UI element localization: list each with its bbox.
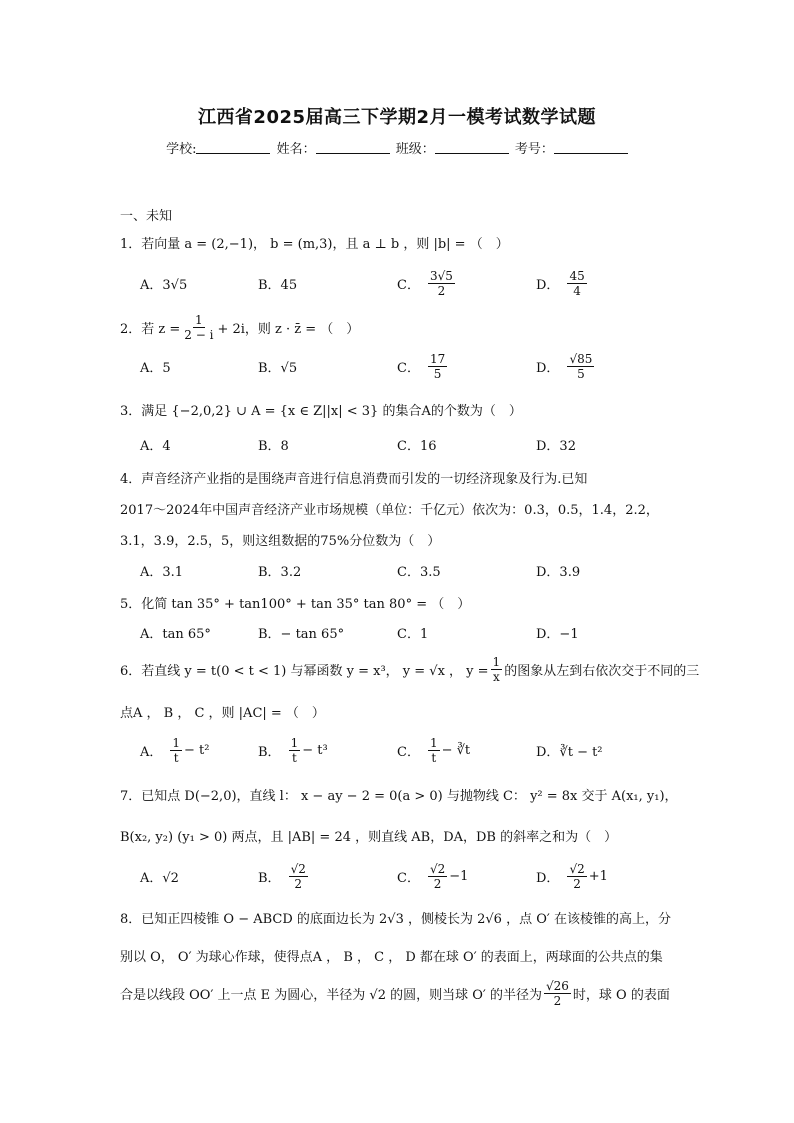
q3-option-d[interactable]: D．32 <box>536 438 576 454</box>
class-label: 班级： <box>395 142 435 157</box>
q7-option-c[interactable]: C． $\frac{√2}{2}$ −1 <box>397 861 469 891</box>
q7-option-a[interactable]: A．√2 <box>140 870 179 886</box>
q6-option-d[interactable]: D．∛t − t² <box>536 744 603 760</box>
page-title: 江西省2025届高三下学期2月一模考试数学试题 <box>197 107 597 128</box>
q4-option-c[interactable]: C．3.5 <box>397 564 441 580</box>
q6-option-a[interactable]: A． $\frac{1}{t}$ − t² <box>140 735 210 765</box>
q2-option-a[interactable]: A．5 <box>140 360 171 376</box>
q4-option-d[interactable]: D．3.9 <box>536 564 581 580</box>
question-4-line-3: 3.1，3.9，2.5，5，则这组数据的75%分位数为（ ） <box>120 534 441 549</box>
name-blank[interactable] <box>316 141 390 154</box>
question-5: 5．化简 tan 35° + tan100° + tan 35° tan 80° = （ ） <box>120 597 471 612</box>
name-label: 姓名： <box>276 142 316 157</box>
q1-option-d[interactable]: D． $\frac{45}{4}$ <box>536 268 585 298</box>
q5-option-d[interactable]: D．−1 <box>536 626 579 642</box>
q7-option-d[interactable]: D． $\frac{√2}{2}$ +1 <box>536 861 608 891</box>
q3-option-c[interactable]: C．16 <box>397 438 437 454</box>
question-3-options <box>140 426 700 462</box>
q4-option-a[interactable]: A．3.1 <box>140 564 184 580</box>
q4-option-b[interactable]: B．3.2 <box>258 564 302 580</box>
class-blank[interactable] <box>435 141 509 154</box>
student-info-row <box>0 138 794 157</box>
q1-option-a[interactable]: A．3√5 <box>140 277 188 293</box>
q5-option-a[interactable]: A．tan 65° <box>140 626 211 642</box>
q6-option-c[interactable]: C． $\frac{1}{t}$ − ∛t <box>397 735 471 765</box>
question-4-line-1: 4．声音经济产业指的是围绕声音进行信息消费而引发的一切经济现象及行为.已知 <box>120 472 588 487</box>
question-4-line-2: 2017～2024年中国声音经济产业市场规模（单位：千亿元）依次为：0.3，0.5，1.4，2.2， <box>120 503 659 518</box>
q5-option-c[interactable]: C．1 <box>397 626 429 642</box>
question-4-options <box>140 552 700 588</box>
q3-option-a[interactable]: A．4 <box>140 438 171 454</box>
q7-option-b[interactable]: B． $\frac{√2}{2}$ <box>258 861 306 891</box>
q1-option-c[interactable]: C． $\frac{3√5}{2}$ <box>397 268 453 298</box>
q1-option-b[interactable]: B．45 <box>258 277 298 293</box>
question-3: 3．满足 {−2,0,2} ∪ A = {x ∈ Z||x| < 3} 的集合A的个数为（ ） <box>120 404 522 419</box>
q5-option-b[interactable]: B．− tan 65° <box>258 626 345 642</box>
question-7-line-1: 7．已知点 D(−2,0)，直线 l： x − ay − 2 = 0(a > 0) 与抛物线 C： y² = 8x 交于 A(x₁, y₁)， <box>120 789 678 804</box>
q3-option-b[interactable]: B．8 <box>258 438 289 454</box>
question-2: 2．若 z = $\frac{1}{2 - i}$ + 2i，则 z · z̄ = （ ） <box>120 312 360 342</box>
q2-option-d[interactable]: D． $\frac{√85}{5}$ <box>536 351 593 381</box>
question-7-options <box>140 858 700 894</box>
question-6-line-1: 6．若直线 y = t(0 < t < 1) 与幂函数 y = x³， y = √x ， y = $\frac{1}{x}$ 的图象从左到右依次交于不同的三 <box>120 654 700 684</box>
school-label: 学校: <box>166 142 197 157</box>
question-7-line-2: B(x₂, y₂) (y₁ > 0) 两点，且 |AB| = 24 ，则直线 AB，DA，DB 的斜率之和为（ ） <box>120 830 618 845</box>
question-6-options <box>140 732 700 768</box>
question-8-line-2: 别以 O， O′ 为球心作球，使得点A ， B ， C ， D 都在球 O′ 的表面上，两球面的公共点的集 <box>120 950 663 965</box>
section-heading: 一、未知 <box>120 209 173 224</box>
question-6-line-2: 点A ， B ， C ，则 |AC| = （ ） <box>120 706 325 721</box>
q2-option-b[interactable]: B．√5 <box>258 360 298 376</box>
q2-option-c[interactable]: C． $\frac{17}{5}$ <box>397 351 446 381</box>
question-2-options <box>140 348 700 384</box>
school-blank[interactable] <box>196 141 270 154</box>
exam-no-label: 考号： <box>514 142 554 157</box>
question-8-line-1: 8．已知正四棱锥 O − ABCD 的底面边长为 2√3 ，侧棱长为 2√6 ，点 O′ 在该棱锥的高上，分 <box>120 912 671 927</box>
exam-no-blank[interactable] <box>554 141 628 154</box>
question-5-options <box>140 614 700 650</box>
q6-option-b[interactable]: B． $\frac{1}{t}$ − t³ <box>258 735 328 765</box>
question-8-line-3: 合是以线段 OO′ 上一点 E 为圆心，半径为 √2 的圆，则当球 O′ 的半径为 $\frac{√26}{2}$ 时，球 O 的表面 <box>120 978 670 1008</box>
question-1: 1．若向量 a = (2,−1)， b = (m,3)，且 a ⊥ b ，则 |b| = （ ） <box>120 237 509 252</box>
question-1-options <box>140 265 700 301</box>
